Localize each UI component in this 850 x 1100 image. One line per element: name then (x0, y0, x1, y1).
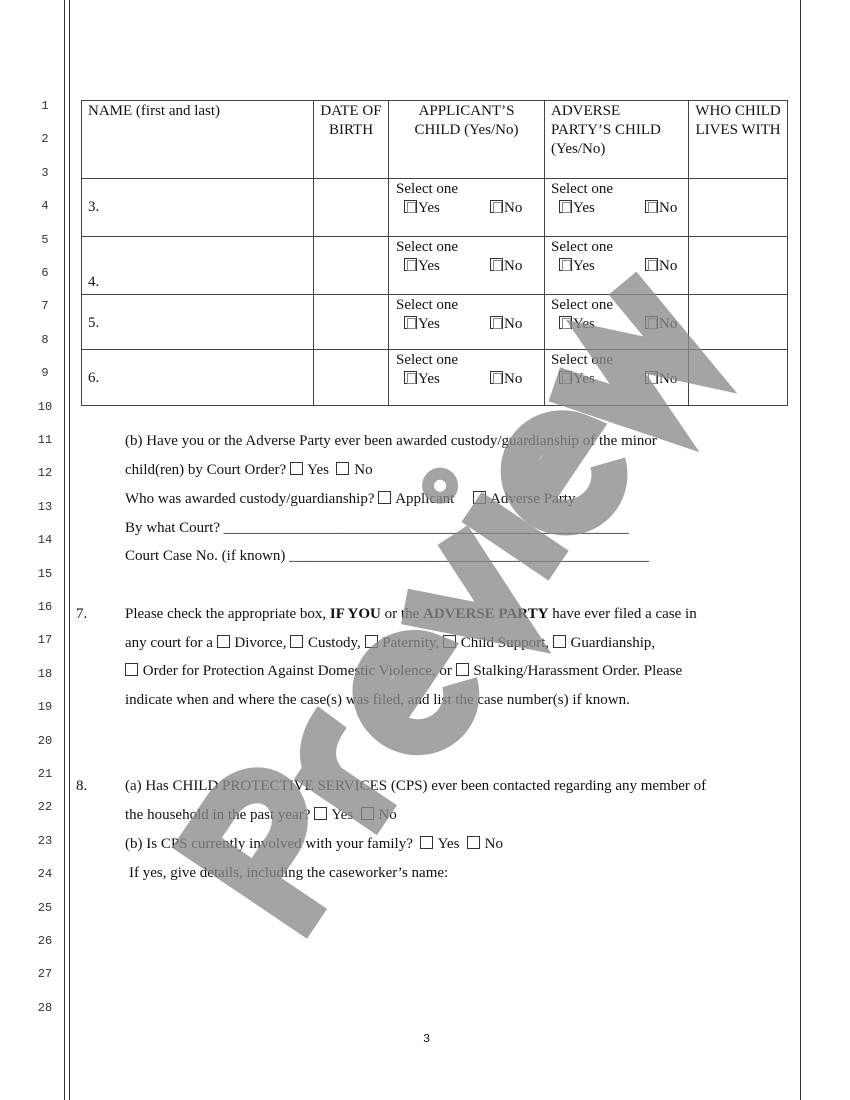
yes-checkbox[interactable] (559, 316, 572, 329)
yes-checkbox[interactable] (559, 371, 572, 384)
adverse-child-cell (545, 237, 689, 295)
checkbox[interactable] (473, 491, 486, 504)
no-label: No (354, 462, 373, 478)
protection-label: Order for Protection Against Domestic Violence, or (142, 663, 452, 679)
no-checkbox[interactable] (490, 371, 503, 384)
line-number: 2 (41, 132, 49, 147)
select-one-label: Select one (551, 239, 614, 255)
yes-checkbox[interactable] (559, 200, 572, 213)
q7-text: or the (384, 606, 420, 622)
yes-label: Yes (307, 462, 329, 478)
line-number: 20 (37, 733, 53, 748)
no-label: No (504, 371, 523, 387)
header-dob: DATE OF BIRTH (314, 101, 389, 179)
stalking-label: Stalking/Harassment Order. Please (473, 663, 683, 679)
q6b-text: child(ren) by Court Order? (125, 462, 287, 478)
no-label: No (504, 200, 523, 216)
line-number: 9 (41, 366, 49, 381)
yes-checkbox[interactable] (404, 371, 417, 384)
margin-line (69, 0, 70, 1100)
line-number: 14 (37, 533, 53, 548)
yes-label: Yes (573, 371, 595, 387)
case-number-field[interactable]: Court Case No. (if known) ________________________________________________ (125, 548, 650, 564)
name-cell[interactable] (82, 295, 314, 350)
row-number: 6. (88, 370, 100, 386)
header-adverse-child: ADVERSE PARTY’S CHILD (Yes/No) (545, 101, 689, 179)
line-number: 17 (37, 633, 53, 648)
line-number: 25 (37, 900, 53, 915)
applicant-child-cell (389, 295, 545, 350)
checkbox-guardianship[interactable] (553, 635, 566, 648)
q7-text: any court for a (125, 635, 213, 651)
yes-label: Yes (331, 807, 354, 823)
select-one-label: Select one (551, 352, 614, 368)
dob-cell[interactable] (314, 295, 389, 350)
adverse-child-cell (545, 350, 689, 406)
watermark-letter-e (501, 411, 626, 535)
margin-line (800, 0, 801, 1100)
select-one-label: Select one (396, 297, 459, 313)
line-number: 11 (37, 433, 53, 447)
checkbox[interactable] (336, 462, 349, 475)
yes-label: Yes (418, 316, 440, 332)
line-number: 15 (37, 566, 53, 581)
no-label: No (659, 200, 678, 216)
line-number: 6 (41, 266, 49, 280)
divorce-label: Divorce, (234, 635, 287, 651)
line-number: 4 (41, 199, 49, 214)
custody-label: Custody, (307, 635, 361, 651)
paternity-label: Paternity, (382, 635, 440, 651)
name-cell[interactable] (82, 350, 314, 406)
q7-line3 (125, 663, 682, 680)
checkbox-custody[interactable] (290, 635, 303, 648)
line-number: 8 (41, 332, 49, 347)
who-text: Who was awarded custody/guardianship? (125, 491, 375, 507)
line-number: 21 (37, 767, 53, 781)
children-table (81, 100, 788, 406)
q8a-line1: (a) Has CHILD PROTECTIVE SERVICES (CPS) ever been contacted regarding any member of (125, 778, 707, 794)
q6b-line1: (b) Have you or the Adverse Party ever been awarded custody/guardianship of the minor (125, 433, 657, 449)
line-number: 5 (41, 232, 49, 247)
no-label: No (378, 807, 397, 823)
header-name: NAME (first and last) (82, 101, 314, 179)
q7-line2 (125, 635, 655, 652)
yes-label: Yes (418, 371, 440, 387)
yes-checkbox[interactable] (404, 200, 417, 213)
no-checkbox[interactable] (645, 371, 658, 384)
row-number: 4. (88, 274, 100, 290)
dob-cell[interactable] (314, 179, 389, 237)
checkbox[interactable] (361, 807, 374, 820)
applicant-child-cell (389, 179, 545, 237)
q8b-text: (b) Is CPS currently involved with your family? (125, 836, 413, 852)
q8a-line2 (125, 807, 397, 824)
no-label: No (504, 258, 523, 274)
lives-with-cell[interactable] (689, 295, 788, 350)
no-checkbox[interactable] (645, 258, 658, 271)
checkbox-divorce[interactable] (217, 635, 230, 648)
line-number: 27 (37, 967, 53, 982)
row-number: 5. (88, 315, 100, 331)
no-checkbox[interactable] (490, 316, 503, 329)
table-row (82, 350, 788, 406)
q7-text: have ever filed a case in (552, 606, 697, 622)
q8-details: If yes, give details, including the caseworker’s name: (129, 865, 449, 881)
adverse-child-cell (545, 179, 689, 237)
line-number: 22 (37, 800, 53, 815)
yes-label: Yes (573, 316, 595, 332)
lives-with-cell[interactable] (689, 179, 788, 237)
q8a-text: the household in the past year? (125, 807, 311, 823)
yes-checkbox[interactable] (404, 258, 417, 271)
checkbox[interactable] (290, 462, 303, 475)
no-label: No (504, 316, 523, 332)
line-number: 12 (37, 466, 53, 481)
checkbox[interactable] (420, 836, 433, 849)
q7-adverse-party: ADVERSE PARTY (422, 606, 549, 622)
lives-with-cell[interactable] (689, 237, 788, 295)
checkbox[interactable] (378, 491, 391, 504)
checkbox-protection-order[interactable] (125, 663, 138, 676)
no-checkbox[interactable] (645, 200, 658, 213)
q7-number: 7. (76, 606, 88, 622)
yes-label: Yes (437, 836, 460, 852)
no-label: No (659, 371, 678, 387)
dob-cell[interactable] (314, 237, 389, 295)
q7-line1 (125, 606, 697, 623)
no-checkbox[interactable] (490, 200, 503, 213)
line-number: 28 (37, 1000, 53, 1015)
line-number: 10 (37, 399, 53, 414)
yes-label: Yes (418, 258, 440, 274)
applicant-child-cell (389, 237, 545, 295)
no-checkbox[interactable] (645, 316, 658, 329)
select-one-label: Select one (396, 352, 459, 368)
table-row (82, 179, 788, 237)
court-field[interactable]: By what Court? ______________________________________________________ (125, 520, 629, 536)
q7-text: Please check the appropriate box, (125, 606, 327, 622)
no-checkbox[interactable] (490, 258, 503, 271)
line-number: 26 (37, 934, 53, 948)
dob-cell[interactable] (314, 350, 389, 406)
header-lives-with: WHO CHILD LIVES WITH (689, 101, 788, 179)
line-number: 24 (37, 867, 53, 882)
line-number: 3 (41, 165, 49, 180)
line-number: 7 (41, 299, 49, 314)
guardianship-label: Guardianship, (570, 635, 656, 651)
child-support-label: Child Support, (460, 635, 550, 651)
name-cell[interactable] (82, 179, 314, 237)
line-number: 23 (37, 833, 53, 848)
no-label: No (484, 836, 503, 852)
q6b-line2 (125, 462, 373, 479)
adverse-label: Adverse Party (490, 491, 576, 507)
checkbox-paternity[interactable] (365, 635, 378, 648)
adverse-child-cell (545, 295, 689, 350)
q8b (125, 836, 503, 853)
line-number: 13 (37, 499, 53, 514)
select-one-label: Select one (396, 181, 459, 197)
checkbox-stalking[interactable] (456, 663, 469, 676)
table-row (82, 295, 788, 350)
q7-if-you: IF YOU (329, 606, 381, 622)
page-number: 3 (423, 1032, 431, 1046)
no-label: No (659, 316, 678, 332)
yes-label: Yes (573, 200, 595, 216)
row-number: 3. (88, 199, 100, 215)
select-one-label: Select one (551, 181, 614, 197)
q6b-who (125, 491, 575, 508)
q7-line4: indicate when and where the case(s) was filed, and list the case number(s) if known. (125, 692, 630, 708)
watermark-letter-r (301, 717, 417, 820)
name-cell[interactable] (82, 237, 314, 295)
table-row (82, 237, 788, 295)
checkbox[interactable] (467, 836, 480, 849)
q8-number: 8. (76, 778, 88, 794)
yes-checkbox[interactable] (404, 316, 417, 329)
header-applicant-child: APPLICANT’S CHILD (Yes/No) (389, 101, 545, 179)
line-number: 18 (37, 666, 53, 681)
yes-checkbox[interactable] (559, 258, 572, 271)
line-number: 16 (37, 600, 53, 614)
lives-with-cell[interactable] (689, 350, 788, 406)
checkbox[interactable] (314, 807, 327, 820)
checkbox-child-support[interactable] (443, 635, 456, 648)
yes-label: Yes (573, 258, 595, 274)
yes-label: Yes (418, 200, 440, 216)
no-label: No (659, 258, 678, 274)
line-number: 1 (41, 99, 49, 113)
select-one-label: Select one (396, 239, 459, 255)
applicant-child-cell (389, 350, 545, 406)
applicant-label: Applicant (395, 491, 455, 507)
line-number: 19 (37, 700, 53, 715)
select-one-label: Select one (551, 297, 614, 313)
margin-line (64, 0, 65, 1100)
